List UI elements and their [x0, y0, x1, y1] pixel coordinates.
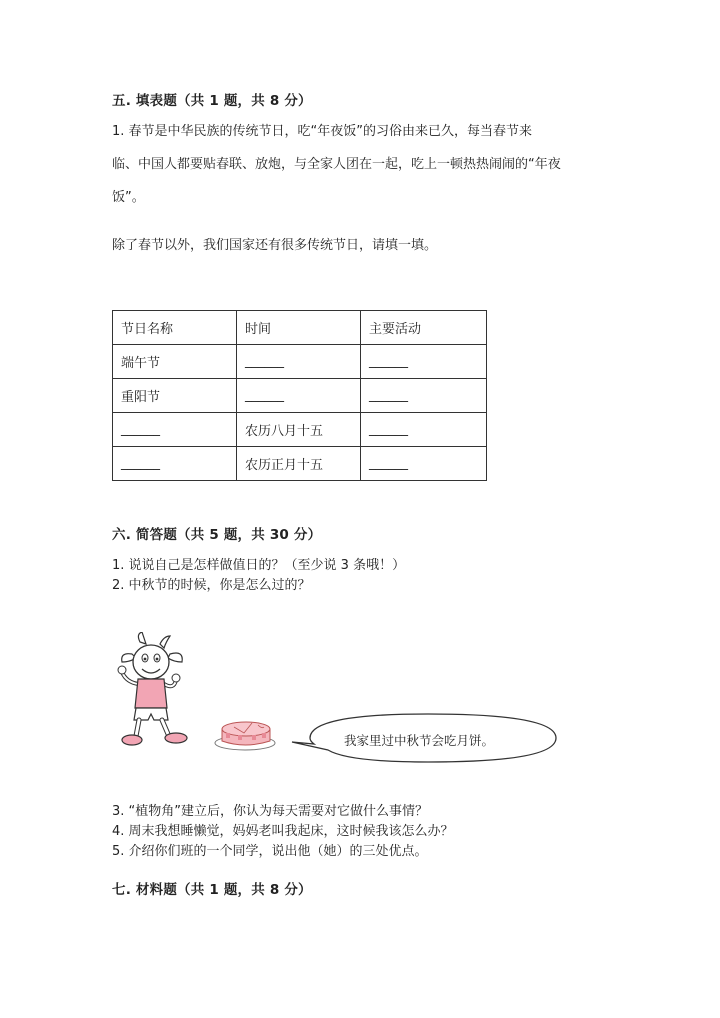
table-cell-blank: ______ — [361, 379, 487, 413]
table-cell-blank: ______ — [237, 379, 361, 413]
section-7-heading: 七. 材料题（共 1 题，共 8 分） — [112, 882, 312, 898]
table-header-row — [113, 311, 487, 345]
paragraph-line-3: 饭”。 — [112, 190, 145, 205]
table-cell-blank: ______ — [113, 413, 237, 447]
table-cell: 农历八月十五 — [237, 413, 361, 447]
table-row — [113, 379, 487, 413]
instruction-text: 除了春节以外，我们国家还有很多传统节日，请填一填。 — [112, 238, 438, 253]
table-cell: 重阳节 — [113, 379, 237, 413]
table-cell-blank: ______ — [237, 345, 361, 379]
section-5-heading: 五. 填表题（共 1 题，共 8 分） — [112, 93, 312, 109]
table-header-cell: 节日名称 — [113, 311, 237, 345]
table-cell-blank: ______ — [361, 447, 487, 481]
section-6-heading: 六. 简答题（共 5 题，共 30 分） — [112, 527, 322, 543]
paragraph-line-1: 1. 春节是中华民族的传统节日，吃“年夜饭”的习俗由来已久，每当春节来 — [112, 124, 533, 139]
festival-table — [112, 310, 487, 481]
table-row — [113, 413, 487, 447]
table-row — [113, 447, 487, 481]
question-4: 4. 周末我想睡懒觉，妈妈老叫我起床，这时候我该怎么办？ — [112, 824, 454, 839]
question-5: 5. 介绍你们班的一个同学，说出他（她）的三处优点。 — [112, 844, 428, 859]
question-2: 2. 中秋节的时候，你是怎么过的？ — [112, 578, 311, 593]
cartoon-goat-illustration — [110, 632, 200, 750]
table-cell-blank: ______ — [361, 413, 487, 447]
table-cell-blank: ______ — [361, 345, 487, 379]
question-1: 1. 说说自己是怎样做值日的？（至少说 3 条哦！） — [112, 558, 406, 573]
table-row — [113, 345, 487, 379]
table-cell: 端午节 — [113, 345, 237, 379]
paragraph-line-2: 临、中国人都要贴春联、放炮，与全家人团在一起，吃上一顿热热闹闹的“年夜 — [112, 157, 561, 172]
speech-bubble-text: 我家里过中秋节会吃月饼。 — [344, 733, 495, 748]
mooncake-illustration — [212, 713, 280, 753]
table-header-cell: 主要活动 — [361, 311, 487, 345]
table-header-cell: 时间 — [237, 311, 361, 345]
table-cell-blank: ______ — [113, 447, 237, 481]
table-cell: 农历正月十五 — [237, 447, 361, 481]
question-3: 3. “植物角”建立后，你认为每天需要对它做什么事情？ — [112, 804, 429, 819]
